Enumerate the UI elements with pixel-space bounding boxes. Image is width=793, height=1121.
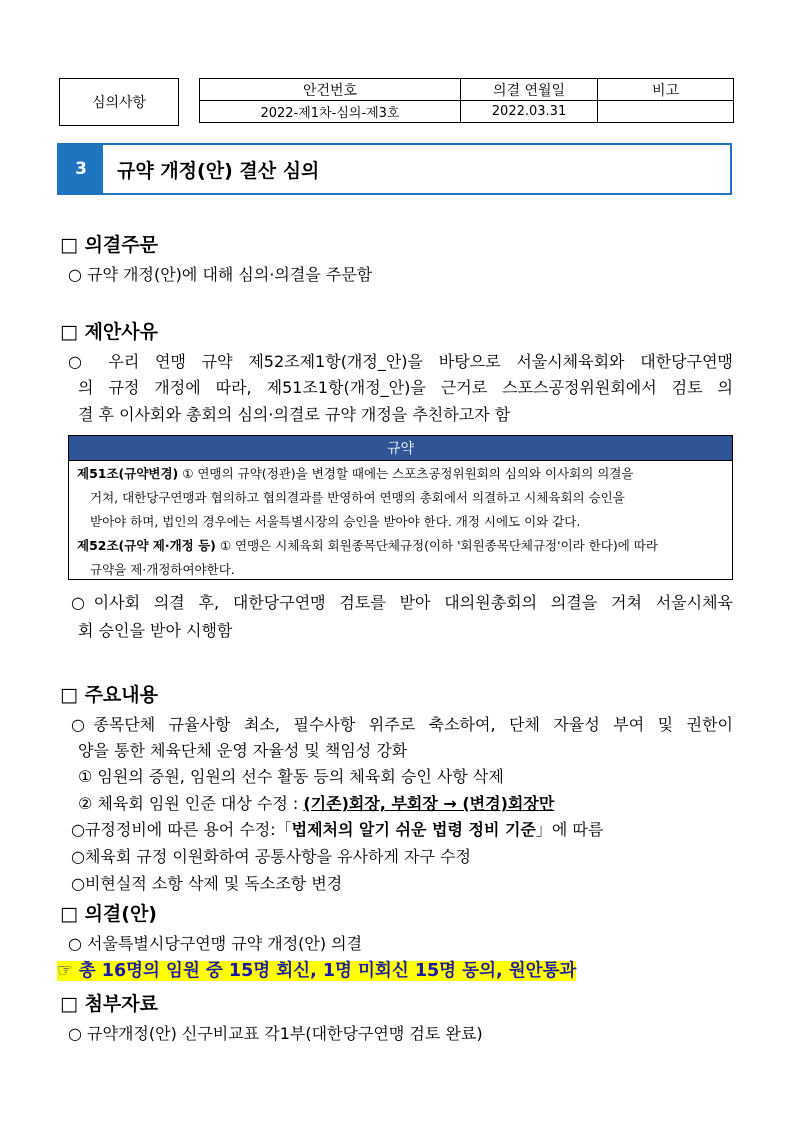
deliberation-label-text: 심의사항 bbox=[91, 95, 147, 111]
main-content-line-6: ○체육회 규정 이원화하여 공통사항을 유사하게 자구 수정 bbox=[71, 847, 471, 866]
rule-box-header: 규약 bbox=[69, 436, 732, 461]
resolution-order-line: ○ 규약 개정(안)에 대해 심의·의결을 주문함 bbox=[68, 265, 373, 284]
reason-followup-line-2: 회 승인을 받아 시행함 bbox=[78, 621, 233, 640]
resolution-draft-line: ○ 서울특별시당구연맹 규약 개정(안) 의결 bbox=[68, 934, 363, 953]
main-content-line-5-post: 」에 따름 bbox=[535, 820, 604, 839]
article-51-line-3: 받아야 하며, 법인의 경우에는 서울특별시장의 승인을 받아야 한다. 개정 시에도 이와 같다. bbox=[90, 514, 581, 529]
note-header: 비고 bbox=[598, 79, 734, 101]
reason-followup-line-1: ○이사회 의결 후, 대한당구연맹 검토를 받아 대의원총회의 의결을 거쳐 서울시체육 bbox=[71, 593, 733, 612]
section-resolution-order-title: □ 의결주문 bbox=[60, 234, 158, 256]
rule-excerpt-box bbox=[68, 435, 733, 580]
resolution-result bbox=[57, 957, 576, 982]
reason-line-3: 결 후 이사회와 총회의 심의·의결로 규약 개정을 추친하고자 함 bbox=[78, 405, 511, 424]
attachment-line: ○ 규약개정(안) 신구비교표 각1부(대한당구연맹 검토 완료) bbox=[68, 1024, 483, 1043]
main-content-line-2: 양을 통한 체육단체 운영 자율성 및 책임성 강화 bbox=[78, 741, 408, 760]
article-52-title: 제52조(규약 제·개정 등) bbox=[77, 538, 216, 553]
article-51-line-1 bbox=[77, 462, 725, 486]
section-banner bbox=[57, 143, 732, 195]
main-content-line-1: ○종목단체 규율사항 최소, 필수사항 위주로 축소하여, 단체 자율성 부여 및 권한이 bbox=[71, 715, 733, 734]
article-51-text-1: ① 연맹의 규약(정관)을 변경할 때에는 스포츠공정위원회의 심의와 이사회의 의결을 bbox=[178, 466, 634, 481]
note-value bbox=[598, 101, 734, 123]
date-value: 2022.03.31 bbox=[461, 101, 598, 123]
main-content-line-5 bbox=[71, 817, 603, 840]
agenda-no-value: 2022-제1차-심의-제3호 bbox=[200, 101, 461, 123]
main-content-line-7: ○비현실적 소항 삭제 및 독소조항 변경 bbox=[71, 874, 343, 893]
reason-line-2: 의 규정 개정에 따라, 제51조1항(개정_안)을 근거로 스포스공정위원회에서 검토 의 bbox=[78, 378, 733, 397]
agenda-meta-table bbox=[199, 78, 734, 123]
section-resolution-draft-title: □ 의결(안) bbox=[60, 903, 157, 925]
main-content-line-4-emphasis: (기존)회장, 부회장 → (변경)회장만 bbox=[303, 794, 555, 813]
deliberation-label bbox=[59, 78, 179, 126]
banner-number: 3 bbox=[59, 145, 103, 193]
banner-title: 규약 개정(안) 결산 심의 bbox=[117, 159, 320, 182]
main-content-line-4-text: ② 체육회 임원 인준 대상 수정 : bbox=[78, 794, 304, 813]
main-content-line-4 bbox=[78, 791, 554, 814]
agenda-no-header: 안건번호 bbox=[200, 79, 461, 101]
section-attachment-title: □ 첨부자료 bbox=[60, 993, 158, 1015]
article-52-text-1: ① 연맹은 시체육회 회원종목단체규정(이하 '회원종목단체규정'이라 한다)에 따라 bbox=[215, 538, 658, 553]
article-52-line-2: 규약을 제·개정하여야한다. bbox=[90, 562, 235, 577]
section-reason-title: □ 제안사유 bbox=[60, 321, 158, 343]
article-51-line-2: 거쳐, 대한당구연맹과 협의하고 협의결과를 반영하여 연맹의 총회에서 의결하고 시체육회의 승인을 bbox=[90, 490, 625, 505]
main-content-line-5-emphasis: 법제처의 알기 쉬운 법령 정비 기준 bbox=[291, 820, 536, 839]
main-content-line-3: ① 임원의 증원, 임원의 선수 활동 등의 체육회 승인 사항 삭제 bbox=[78, 767, 504, 786]
resolution-result-text: ☞ 총 16명의 임원 중 15명 회신, 1명 미회신 15명 동의, 원안통과 bbox=[57, 961, 577, 981]
main-content-line-5-pre: ○규정정비에 따른 용어 수정:「 bbox=[71, 820, 292, 839]
reason-line-1: ○ 우리 연맹 규약 제52조제1항(개정_안)을 바탕으로 서울시체육회와 대한당구연맹 bbox=[68, 352, 733, 371]
article-51-title: 제51조(규약변경) bbox=[77, 466, 179, 481]
article-52-line-1 bbox=[77, 534, 658, 558]
date-header: 의결 연월일 bbox=[461, 79, 598, 101]
section-main-content-title: □ 주요내용 bbox=[60, 684, 158, 706]
